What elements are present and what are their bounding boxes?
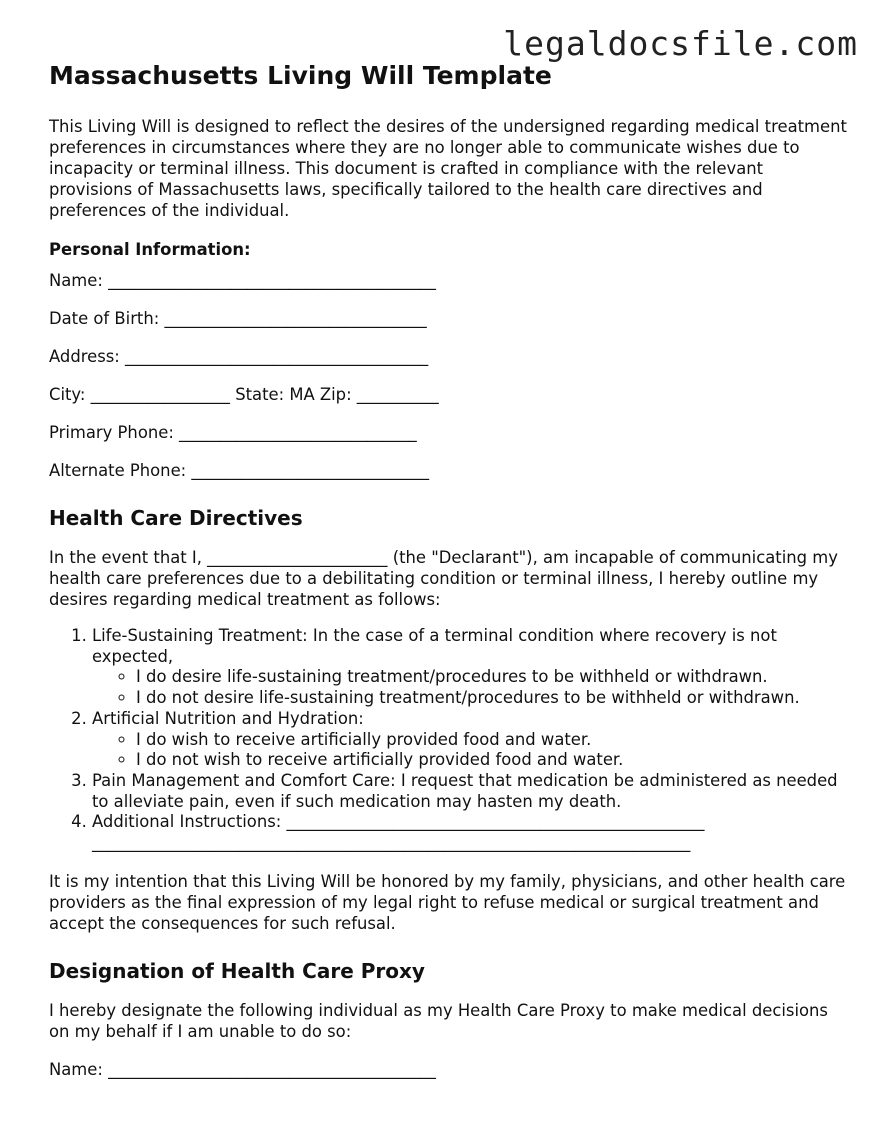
proxy-name-field[interactable]: Name: ________________________________________ xyxy=(49,1059,436,1079)
list-item xyxy=(92,709,849,771)
page-title: Massachusetts Living Will Template xyxy=(49,61,552,90)
list-item-text: Artificial Nutrition and Hydration: xyxy=(92,708,364,728)
document-page xyxy=(49,58,849,1097)
option-item[interactable]: ◦ I do not wish to receive artificially provided food and water. xyxy=(136,750,849,771)
watermark: legaldocsfile.com xyxy=(503,24,858,63)
dob-field[interactable]: Date of Birth: ________________________________ xyxy=(49,309,427,328)
options-list xyxy=(92,667,849,708)
address-field[interactable]: Address: _____________________________________ xyxy=(49,347,429,366)
list-item: 3. Pain Management and Comfort Care: I request that medication be administered as needed to alleviate pain, even if such medication may hasten my death. xyxy=(92,771,849,812)
additional-instructions-field[interactable]: Additional Instructions: ___________________________________________________ xyxy=(92,812,705,832)
additional-instructions-line[interactable]: _________________________________________________________________________ xyxy=(92,833,691,853)
list-item xyxy=(92,812,849,853)
closing-paragraph: It is my intention that this Living Will be honored by my family, physicians, and other health care providers as the final expression of my legal right to refuse medical or surgical treatment and accept the consequences for such refusal. xyxy=(49,871,846,933)
list-item-text: Life-Sustaining Treatment: In the case of a terminal condition where recovery is not expected, xyxy=(92,626,777,666)
option-item[interactable]: ◦ I do not desire life-sustaining treatment/procedures to be withheld or withdrawn. xyxy=(136,688,849,709)
directives-heading: Health Care Directives xyxy=(49,506,303,530)
proxy-intro: I hereby designate the following individual as my Health Care Proxy to make medical decisions on my behalf if I am unable to do so: xyxy=(49,1000,828,1041)
directives-list xyxy=(49,626,849,854)
list-item xyxy=(92,626,849,709)
name-field[interactable]: Name: ________________________________________ xyxy=(49,271,436,290)
options-list xyxy=(92,730,849,771)
proxy-heading: Designation of Health Care Proxy xyxy=(49,958,425,983)
primary-phone-field[interactable]: Primary Phone: _____________________________ xyxy=(49,423,417,442)
option-item[interactable]: ◦ I do wish to receive artificially provided food and water. xyxy=(136,730,849,751)
option-item[interactable]: ◦ I do desire life-sustaining treatment/procedures to be withheld or withdrawn. xyxy=(136,667,849,688)
spacer xyxy=(49,1042,849,1059)
alternate-phone-field[interactable]: Alternate Phone: _____________________________ xyxy=(49,461,430,480)
city-state-zip-field[interactable]: City: _________________ State: MA Zip: __________ xyxy=(49,385,439,404)
directives-intro: In the event that I, ______________________ (the "Declarant"), am incapable of communicating my health care preferences due to a debilitating condition or terminal illness, I hereby outline my desires regarding medical treatment as follows: xyxy=(49,548,838,609)
intro-paragraph: This Living Will is designed to reflect the desires of the undersigned regarding medical treatment preferences in circumstances where they are no longer able to communicate wishes due to incapacity or terminal illness. This document is crafted in compliance with the relevant provisions of Massachusetts laws, specifically tailored to the health care directives and preferences of the individual. xyxy=(49,117,847,220)
personal-info-heading: Personal Information: xyxy=(49,240,251,259)
